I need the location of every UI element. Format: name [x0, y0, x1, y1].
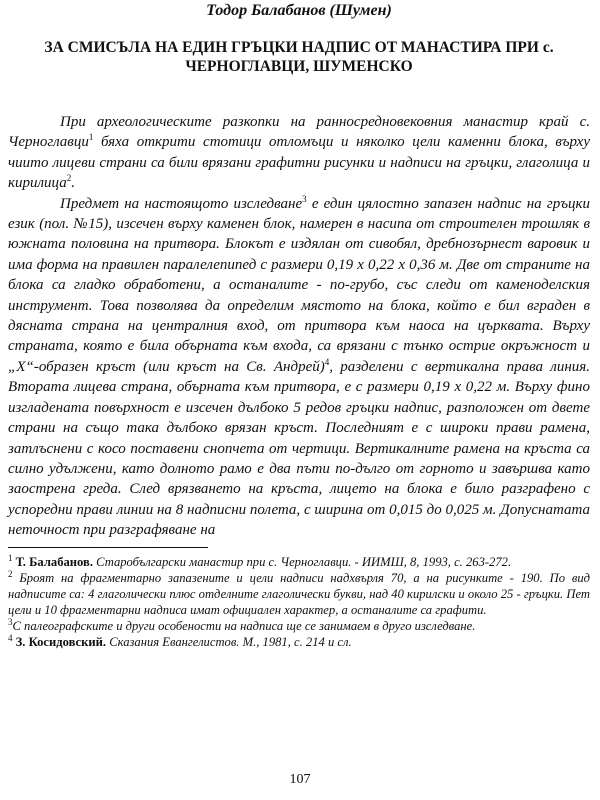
- running-header-author: Тодор Балабанов (Шумен): [206, 2, 392, 19]
- footnote-number: 3: [8, 616, 13, 627]
- paragraph-1-text-c: .: [71, 175, 75, 192]
- footnote-author: Т. Балабанов.: [15, 554, 93, 569]
- footnote-1: [8, 554, 590, 570]
- footnote-number: 2: [8, 568, 13, 579]
- article-body: [8, 112, 590, 541]
- paragraph-1-text-a: При археологическите разкопки на ранносредновековния манастир край с. Черноглавци: [8, 114, 590, 151]
- footnote-text: Броят на фрагментарно запазените и цели надписи надхвърля 70, а на рисунките - 190. По вид надписите са: 4 глаголически плюс отделните глаголически букви, над 40 кирилски и около 25 - гръцки. Пет цели и 10 фрагментарни надписа имат официален характер, а останалите са графити.: [8, 570, 590, 617]
- article-title: ЗА СМИСЪЛА НА ЕДИН ГРЪЦКИ НАДПИС ОТ МАНАСТИРА ПРИ с. ЧЕРНОГЛАВЦИ, ШУМЕНСКО: [44, 39, 554, 75]
- paragraph-1: [8, 112, 590, 194]
- footnote-author: З. Косидовский.: [15, 634, 107, 649]
- footnote-2: [8, 570, 590, 618]
- footnote-3: [8, 618, 590, 634]
- footnote-number: 4: [8, 632, 13, 643]
- footnote-4: [8, 634, 590, 650]
- paragraph-2-text-a: Предмет на настоящото изследване: [60, 195, 303, 212]
- paragraph-2: [8, 194, 590, 541]
- page-number: 107: [289, 772, 311, 787]
- paragraph-2-text-c: , разделени с вертикална права линия. Втората лицева страна, обърната към притвора, е с размери 0,19 х 0,22 м. Върху фино изгладената повърхност е изсечен дълбоко 5 редов гръцки надпис, разположен от двете страни на също така дълбоко врязан кръст. Последният е с широки прави рамена, затлъснени с косо поставени снопчета от чертици. Вертикалните рамена на кръста са силно удължени, като долното рамо е два пъти по-дълго от горното и завършва като заострена греда. След врязването на кръста, лицето на блока е било разграфено с успоредни прави линии на 8 надписни полета, с ширина от 0,015 до 0,025 м. Допуснатата неточност при разграфяване на: [8, 358, 590, 539]
- footnote-ref-4[interactable]: 4: [324, 356, 330, 367]
- footnote-ref-2[interactable]: 2: [66, 173, 72, 184]
- footnote-separator: [8, 547, 208, 548]
- paragraph-1-text-b: бяха открити стотици отломъци и няколко цели каменни блока, върху чиито лицеви страни са били врязани графитни рисунки и надписи на гръцки, глаголица и кирилица: [8, 134, 590, 192]
- footnote-text: Старобългарски манастир при с. Черноглавци. - ИИМШ, 8, 1993, с. 263-272.: [92, 554, 512, 569]
- footnotes: [8, 554, 590, 650]
- footnote-number: 1: [8, 552, 13, 563]
- footnote-ref-1[interactable]: 1: [88, 132, 94, 143]
- paragraph-2-text-b: е един цялостно запазен надпис на гръцки език (пол. №15), изсечен върху каменен блок, намерен в насипа от строителен трошляк в южната половина на притвора. Блокът е издялан от сивобял, дребнозърнест варовик и има форма на правилен паралелепипед с размери 0,19 х 0,22 х 0,36 м. Две от страните на блока са гладко обработени, а останалите - по-грубо, със следи от каменоделския инструмент. Това позволява да определим мястото на блока, който е бил вграден в дясната страна на централния вход, от притвора към наоса на църквата. Върху страната, която е била обърната към входа, са врязани с тънко острие окръжност и „Х“-образен кръст (или кръст на Св. Андрей): [8, 195, 590, 375]
- footnote-ref-3[interactable]: 3: [302, 193, 307, 204]
- footnote-text: Сказания Евангелистов. М., 1981, с. 214 и сл.: [106, 634, 352, 649]
- footnote-text: С палеографските и други особености на надписа ще се занимаем в друго изследване.: [12, 618, 476, 633]
